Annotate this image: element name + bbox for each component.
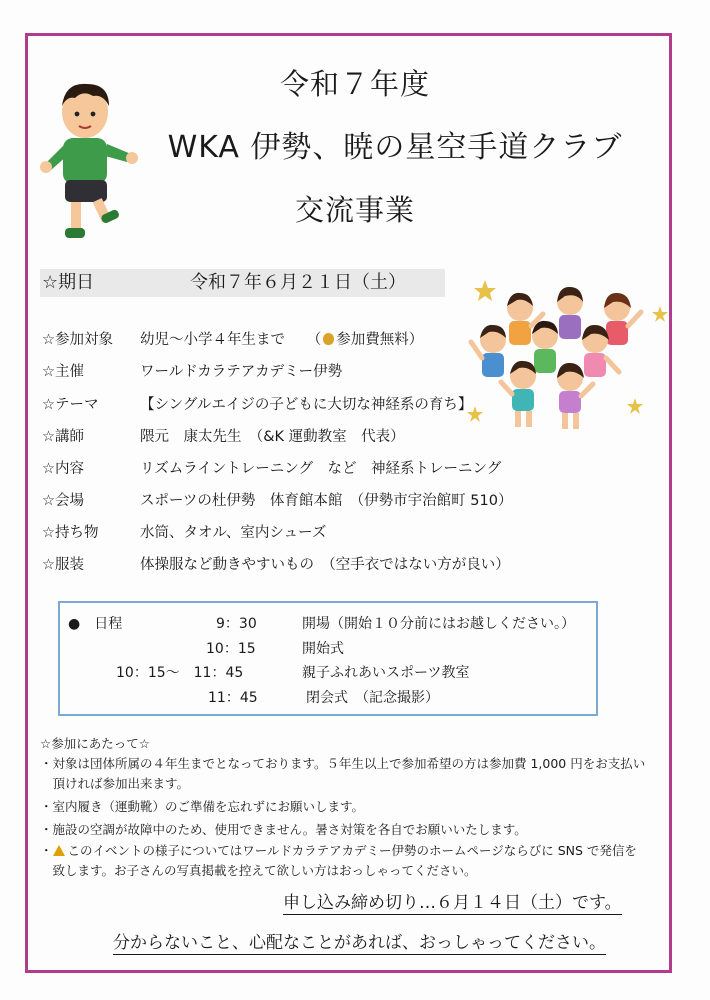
event-date [40,269,445,297]
title-event: 交流事業 [294,193,415,227]
date-value: 令和７年６月２１日（土） [190,272,406,293]
note-line: 致します。お子さんの写真掲載を控えて欲しい方はおっしゃってください。 [40,863,477,878]
contact-text: 分からないこと、心配なことがあれば、おっしゃってください。 [113,933,606,953]
detail-value: ワールドカラテアカデミー伊勢 [140,364,343,380]
detail-value: リズムライントレーニング など 神経系トレーニング [140,461,502,477]
schedule-desc: 閉会式 （記念撮影） [306,690,439,706]
detail-label: ☆内容 [42,461,84,477]
schedule-desc: 開場（開始１０分前にはお越しください。） [302,616,575,632]
schedule-time: 11：45 [208,690,258,706]
date-label: ☆期日 [42,272,95,293]
detail-value: スポーツの杜伊勢 体育館本館 （伊勢市宇治館町 510） [140,493,513,509]
schedule-desc: 開始式 [302,641,344,657]
detail-label: ☆持ち物 [42,525,99,541]
detail-value: 体操服など動きやすいもの （空手衣ではない方が良い） [140,557,510,573]
detail-value: 【シングルエイジの子どもに大切な神経系の育ち】 [140,397,473,413]
note-line: ・対象は団体所属の４年生までとなっております。５年生以上で参加希望の方は参加費 1,000 円をお支払い [40,756,646,771]
detail-label: ☆テーマ [42,397,99,413]
detail-label: ☆服装 [42,557,84,573]
schedule-time: 9：30 [216,616,257,632]
detail-label: ☆講師 [42,429,84,445]
detail-value: 隈元 康太先生 （&K 運動教室 代表） [140,429,405,445]
note-line: ・室内履き（運動靴）のご準備を忘れずにお願いします。 [40,799,365,814]
detail-label: ☆主催 [42,364,84,380]
title-club: WKA 伊勢、暁の星空手道クラブ [167,130,623,165]
schedule-title: ● 日程 [68,616,123,632]
schedule-time: 10：15～ 11：45 [116,665,244,681]
detail-value: 幼児～小学４年生まで （ 参加費無料） [140,332,424,348]
title-year: 令和７年度 [279,67,430,101]
note-line: 頂ければ参加出来ます。 [40,776,190,791]
schedule-desc: 親子ふれあいスポーツ教室 [302,665,470,681]
notes-title: ☆参加にあたって☆ [40,736,150,751]
schedule-time: 10：15 [206,641,256,657]
detail-value: 水筒、タオル、室内シューズ [140,525,327,541]
deadline-text: 申し込み締め切り…６月１４日（土）です。 [283,893,622,913]
warning-icon [53,845,65,856]
note-line-warning: ・ このイベントの様子についてはワールドカラテアカデミー伊勢のホームページならびに SNS で発信を [40,843,637,858]
money-bag-icon [323,333,334,345]
detail-label: ☆参加対象 [42,332,113,348]
detail-label: ☆会場 [42,493,84,509]
schedule-box [58,601,598,716]
note-line: ・施設の空調が故障中のため、使用できません。暑さ対策を各自でお願いいたします。 [40,822,527,837]
cheering-kids-icon [465,278,675,438]
